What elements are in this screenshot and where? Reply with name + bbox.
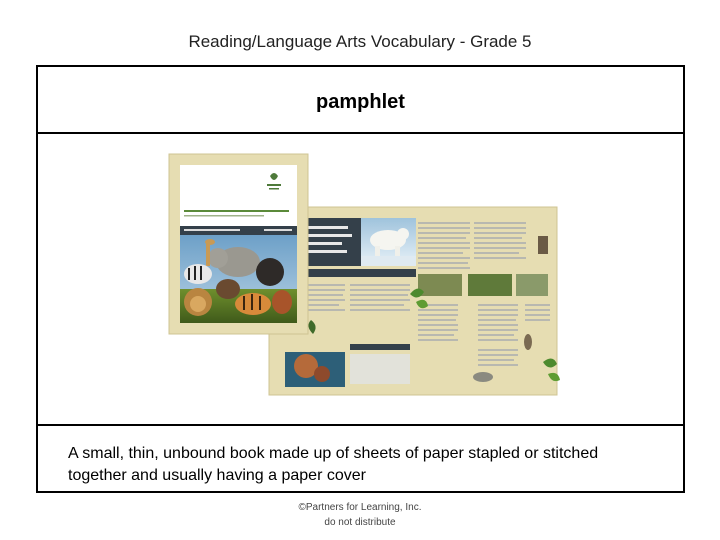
word-row [38,67,683,134]
page-title: Reading/Language Arts Vocabulary - Grade 5 [188,32,532,51]
vocabulary-card [36,65,685,493]
definition-line-1: A small, thin, unbound book made up of sheets of paper stapled or stitched [68,445,599,462]
animals-image [180,235,297,323]
pamphlet-cover [169,154,308,334]
polar-bear-image [361,218,416,266]
footer [0,500,720,530]
pamphlet-illustration [38,134,683,422]
definition-line-2: together and usually having a paper cover [68,467,366,484]
image-row [38,134,683,426]
open-brochure [269,207,560,395]
copyright-text: ©Partners for Learning, Inc. [298,502,422,513]
vocabulary-word: pamphlet [316,91,405,113]
definition [68,443,658,487]
distribution-notice: do not distribute [324,517,396,528]
